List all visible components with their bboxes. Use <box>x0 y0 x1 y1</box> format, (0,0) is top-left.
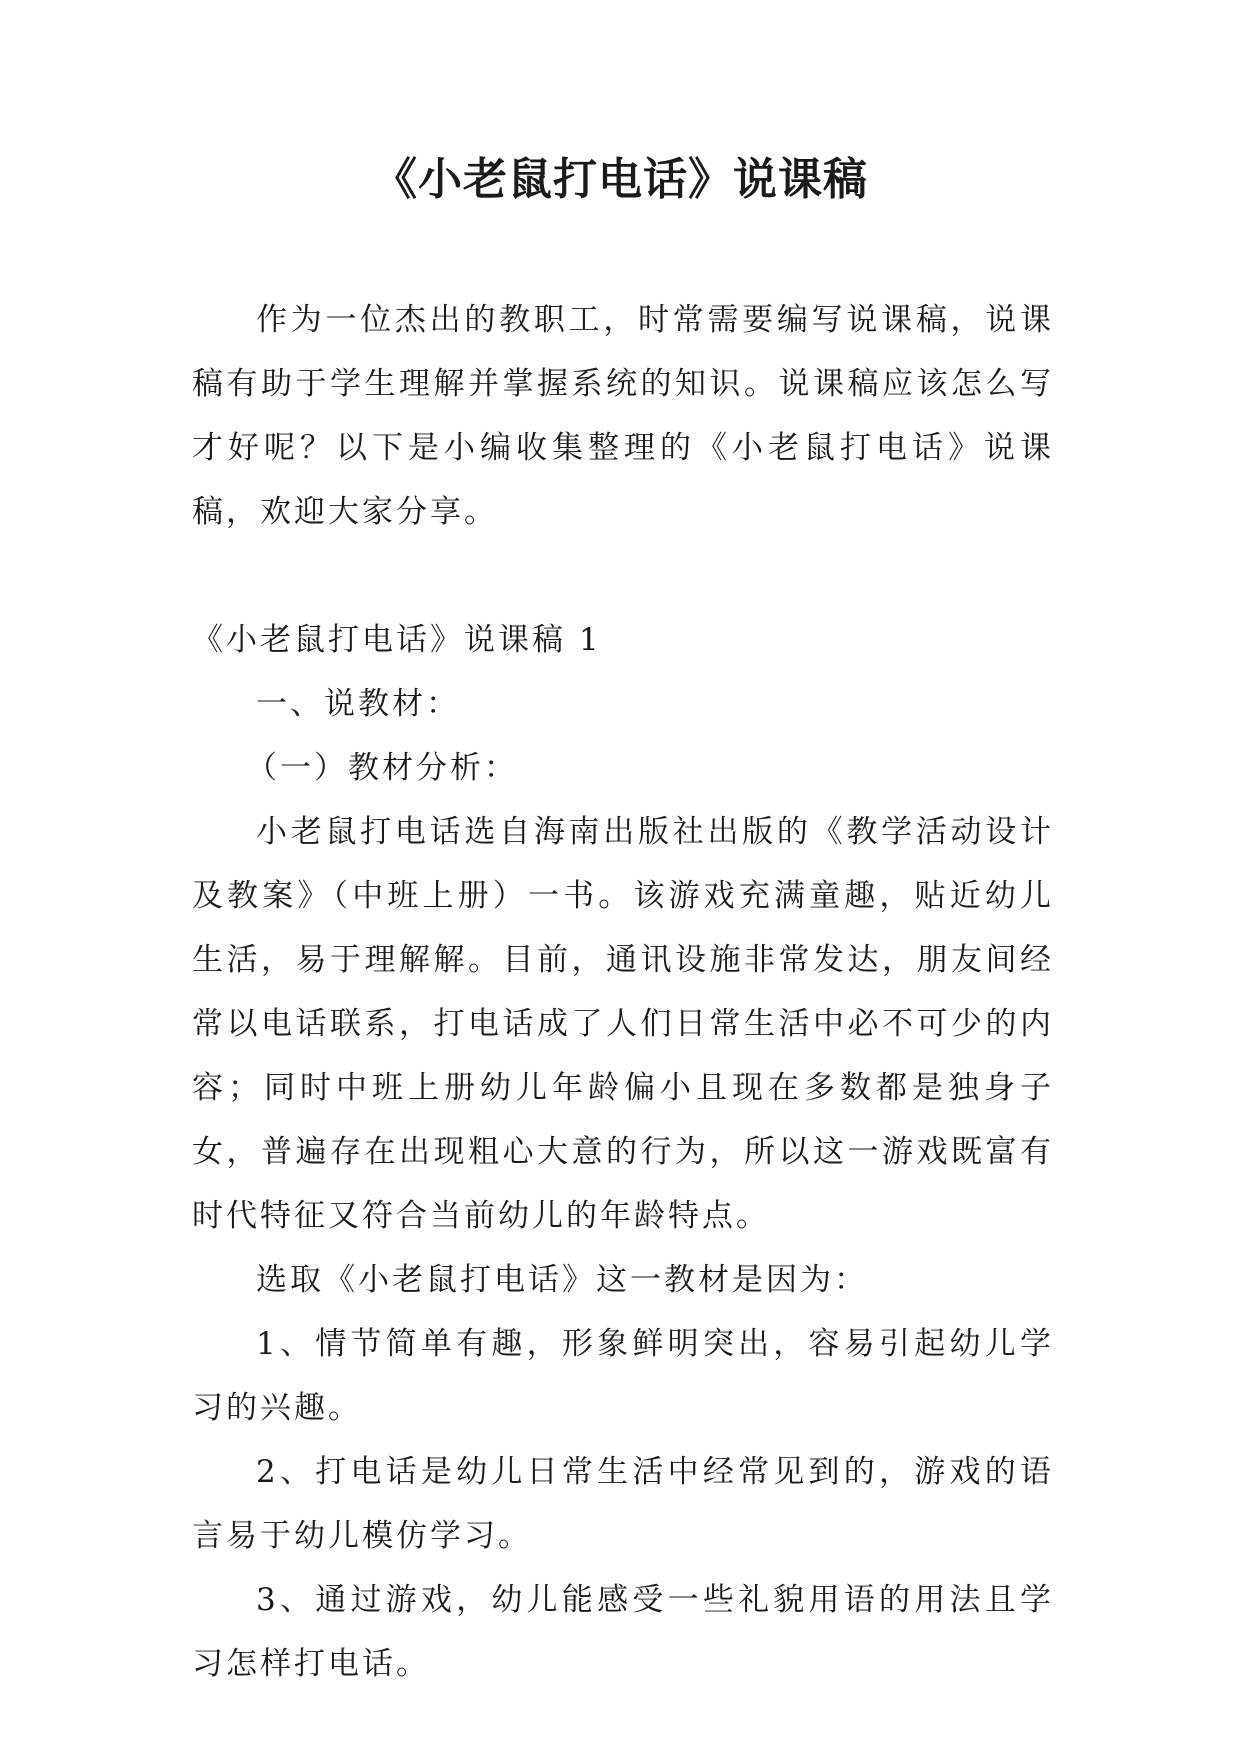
intro-paragraph: 作为一位杰出的教职工，时常需要编写说课稿，说课稿有助于学生理解并掌握系统的知识。说课稿应该怎么写才好呢？以下是小编收集整理的《小老鼠打电话》说课稿，欢迎大家分享。 <box>192 302 1054 530</box>
section-heading: 《小老鼠打电话》说课稿 1 <box>192 622 602 658</box>
document-title: 《小老鼠打电话》说课稿 <box>373 154 868 205</box>
reason-item: 1、情节简单有趣，形象鲜明突出，容易引起幼儿学习的兴趣。 <box>192 1326 1054 1426</box>
heading-teaching-material: 一、说教材： <box>256 686 460 722</box>
document-body <box>192 288 1054 1696</box>
heading-material-analysis: （一）教材分析： <box>246 750 518 786</box>
reason-intro-paragraph: 选取《小老鼠打电话》这一教材是因为： <box>256 1262 868 1298</box>
reason-item: 3、通过游戏，幼儿能感受一些礼貌用语的用法且学习怎样打电话。 <box>192 1582 1054 1682</box>
analysis-paragraph: 小老鼠打电话选自海南出版社出版的《教学活动设计及教案》（中班上册）一书。该游戏充满童趣，贴近幼儿生活，易于理解解。目前，通讯设施非常发达，朋友间经常以电话联系，打电话成了人们日常生活中必不可少的内容；同时中班上册幼儿年龄偏小且现在多数都是独身子女，普遍存在出现粗心大意的行为，所以这一游戏既富有时代特征又符合当前幼儿的年龄特点。 <box>192 814 1054 1234</box>
reason-item: 2、打电话是幼儿日常生活中经常见到的，游戏的语言易于幼儿模仿学习。 <box>192 1454 1054 1554</box>
